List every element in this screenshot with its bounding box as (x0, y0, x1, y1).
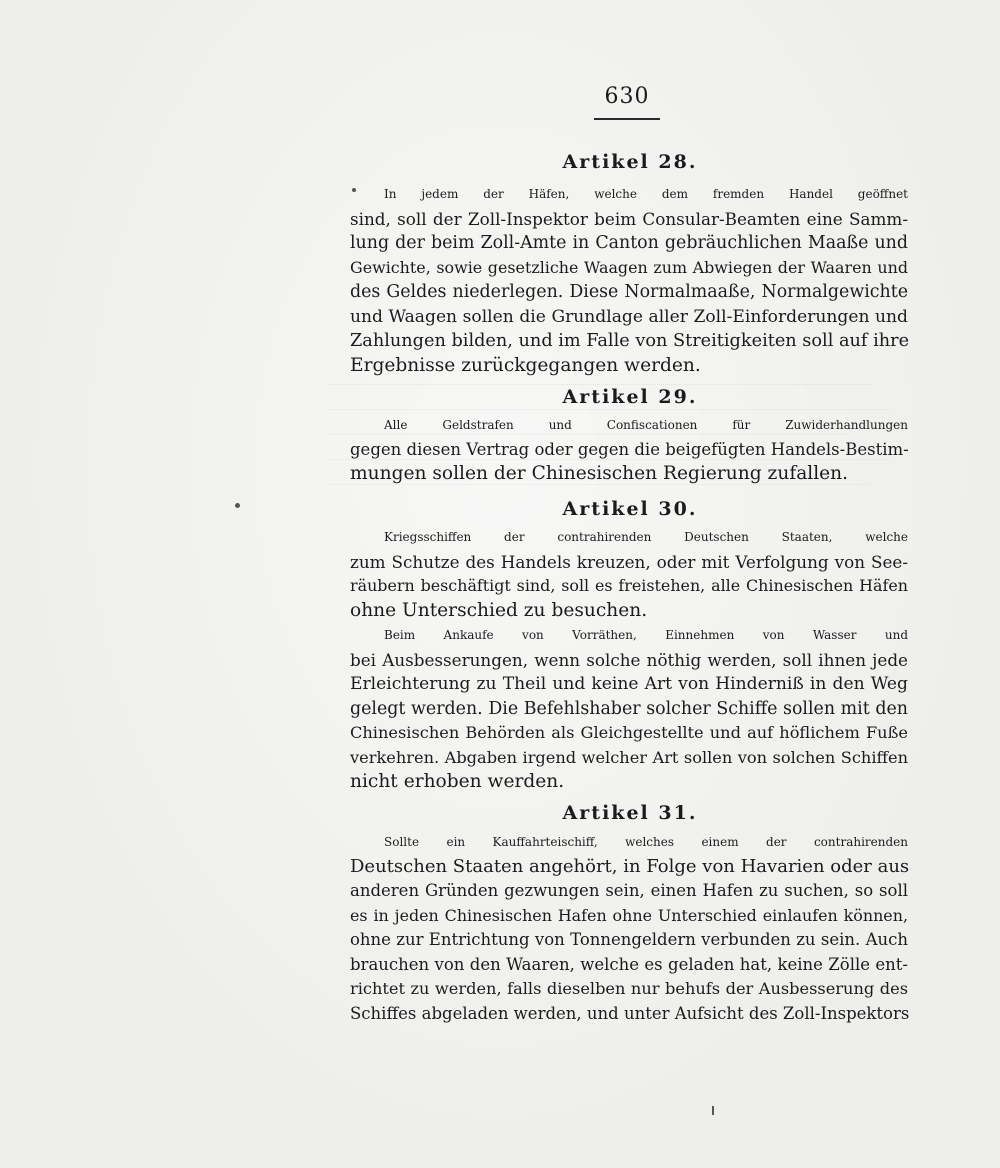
text-line: Kriegsschiffen der contrahirenden Deutschen Staaten, welche (384, 530, 908, 544)
text-line: Beim Ankaufe von Vorräthen, Einnehmen von Wasser und (384, 628, 908, 642)
text-line: und Waagen sollen die Grundlage aller Zoll-Einforderungen und (350, 306, 908, 327)
text-line: ohne zur Entrichtung von Tonnengeldern verbunden zu sein. Auch (350, 930, 908, 949)
text-line: räubern beschäftigt sind, soll es freistehen, alle Chinesischen Häfen (350, 576, 908, 595)
text-line: ohne Unterschied zu besuchen. (350, 599, 648, 621)
text-line: zum Schutze des Handels kreuzen, oder mit Verfolgung von See- (350, 551, 908, 572)
text-line: lung der beim Zoll-Amte in Canton gebräuchlichen Maaße und (350, 233, 908, 253)
text-line: Zahlungen bilden, und im Falle von Streitigkeiten soll auf ihre (350, 331, 910, 351)
page-number-rule (594, 118, 660, 120)
article-paragraph (350, 830, 908, 1026)
article-heading: Artikel 30. (562, 498, 698, 520)
text-line: In jedem der Häfen, welche dem fremden Handel geöffnet (384, 187, 908, 201)
text-line: Ergebnisse zurückgegangen werden. (350, 354, 701, 376)
text-line: gegen diesen Vertrag oder gegen die beigefügten Handels-Bestim- (350, 439, 909, 459)
text-line: des Geldes niederlegen. Diese Normalmaaße, Normalgewichte (350, 282, 908, 302)
text-line: nicht erhoben werden. (350, 771, 565, 792)
article-paragraph (350, 623, 908, 795)
article-paragraph (350, 182, 908, 378)
text-line: Sollte ein Kauffahrteischiff, welches einem der contrahirenden (384, 835, 908, 849)
article-heading: Artikel 28. (562, 151, 698, 173)
text-line: Erleichterung zu Theil und keine Art von Hinderniß in den Weg (350, 674, 908, 694)
text-line: verkehren. Abgaben irgend welcher Art sollen von solchen Schiffen (350, 747, 908, 767)
text-line: richtet zu werden, falls dieselben nur behufs der Ausbesserung des (350, 979, 908, 998)
scan-mark (712, 1106, 714, 1115)
text-line: mungen sollen der Chinesischen Regierung zufallen. (350, 463, 849, 484)
text-line: gelegt werden. Die Befehlshaber solcher Schiffe sollen mit den (350, 698, 908, 719)
scan-speck (235, 503, 240, 508)
text-line: Gewichte, sowie gesetzliche Waagen zum Abwiegen der Waaren und (350, 257, 908, 277)
text-line: brauchen von den Waaren, welche es geladen hat, keine Zölle ent- (350, 954, 908, 974)
article-heading: Artikel 31. (562, 802, 698, 824)
article-paragraph (350, 413, 908, 487)
text-line: Alle Geldstrafen und Confiscationen für Zuwiderhandlungen (384, 418, 908, 432)
article-paragraph (350, 525, 908, 623)
text-line: anderen Gründen gezwungen sein, einen Hafen zu suchen, so soll (350, 881, 908, 900)
text-line: es in jeden Chinesischen Hafen ohne Unterschied einlaufen können, (350, 905, 908, 925)
text-line: Chinesischen Behörden als Gleichgestellte und auf höflichem Fuße (350, 723, 908, 742)
article-heading: Artikel 29. (562, 386, 698, 408)
text-line: sind, soll der Zoll-Inspektor beim Consular-Beamten eine Samm- (350, 208, 908, 229)
text-line: Schiffes abgeladen werden, und unter Aufsicht des Zoll-Inspektors (350, 1003, 910, 1023)
text-line: Deutschen Staaten angehört, in Folge von Havarien oder aus (350, 855, 910, 877)
scan-speck (352, 188, 356, 192)
page-number: 630 (604, 84, 650, 109)
text-line: bei Ausbesserungen, wenn solche nöthig werden, soll ihnen jede (350, 649, 908, 670)
